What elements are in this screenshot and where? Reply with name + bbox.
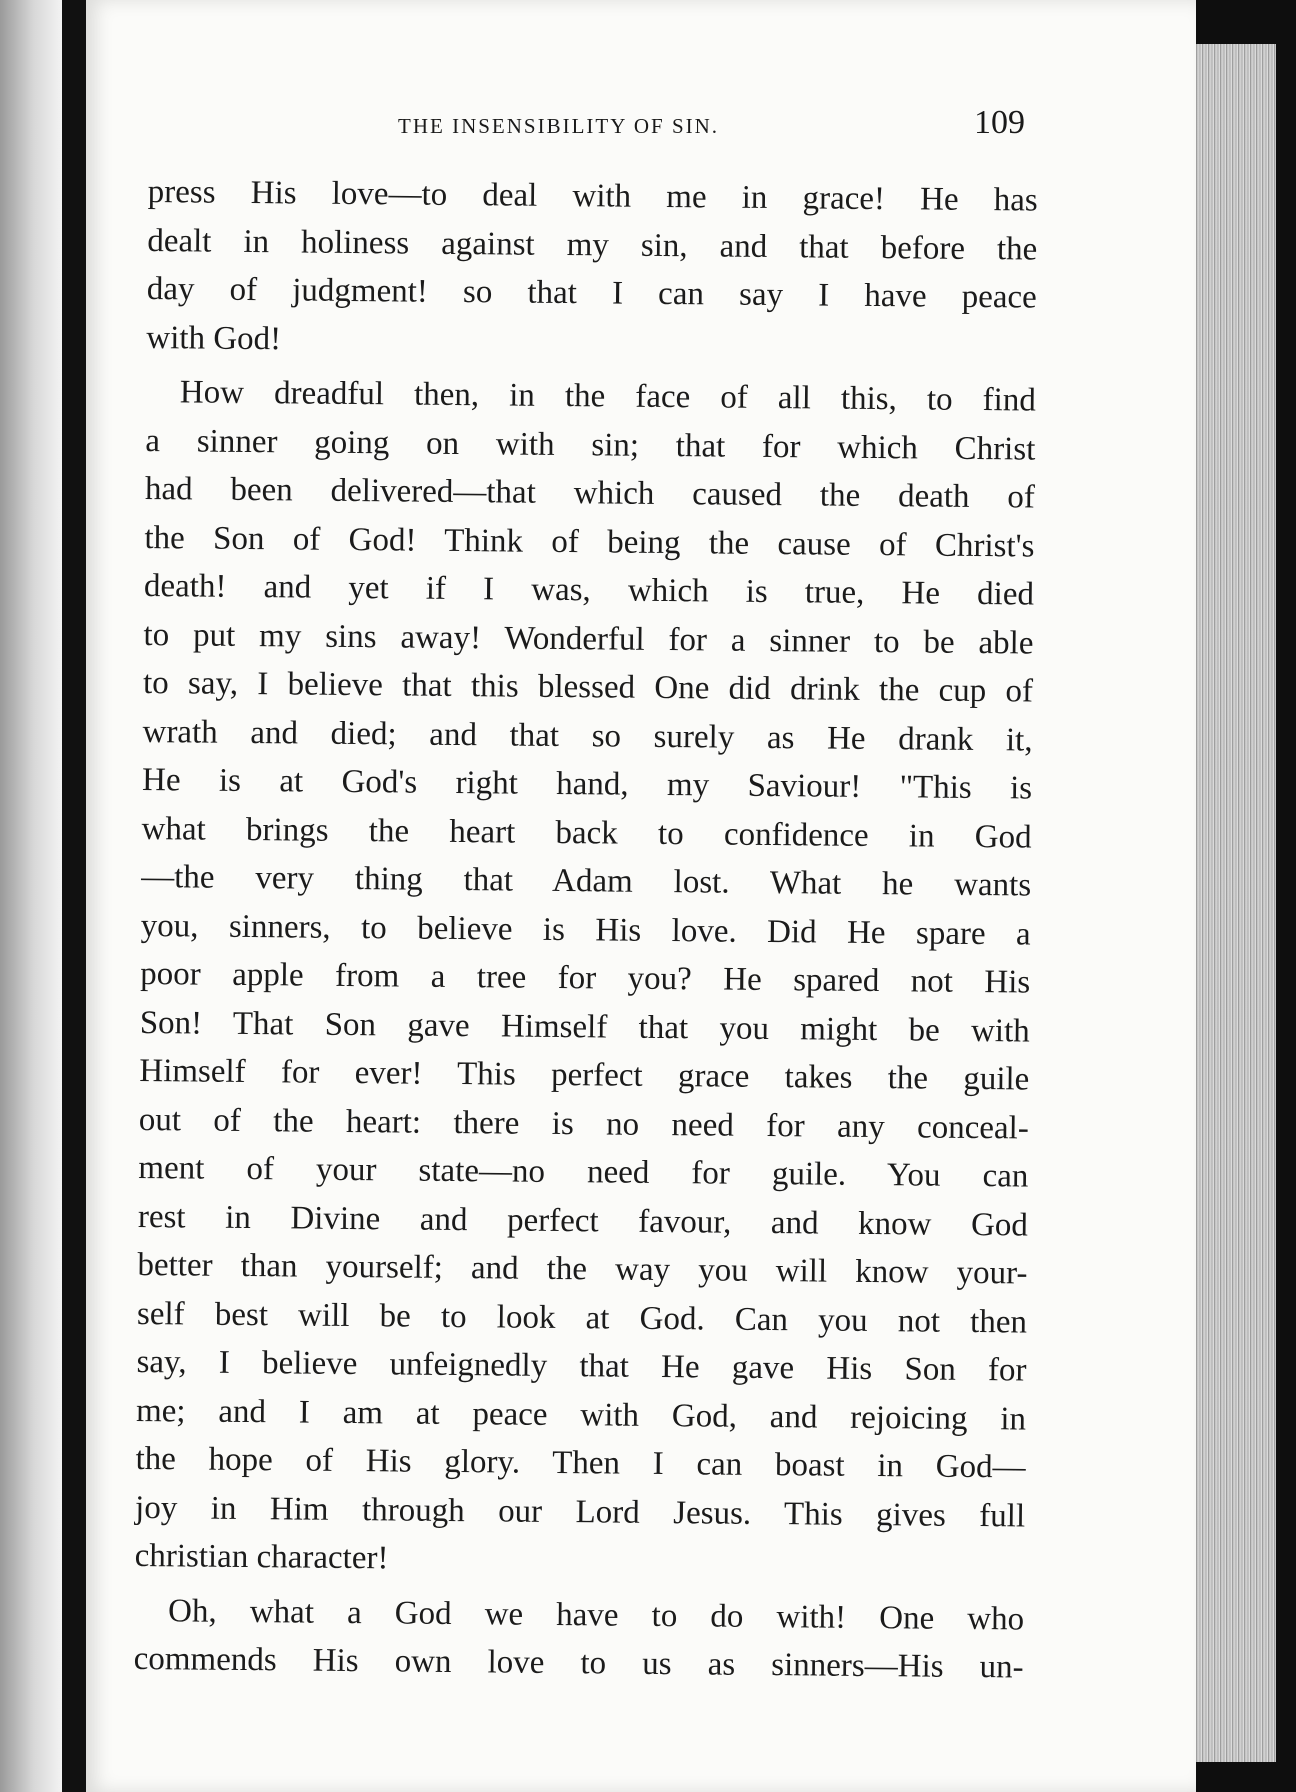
text-line: with God! [146,319,282,357]
text-line: to put my sins away! Wonderful for a sinner to be able [143,616,1034,662]
text-line: say, I believe unfeignedly that He gave His Son for [136,1343,1027,1389]
paragraph-3 [133,1586,1024,1692]
text-line: to say, I believe that this blessed One did drink the cup of [142,664,1034,710]
text-line: christian character! [134,1537,389,1577]
text-line: better than yourself; and the way you will know your- [137,1246,1028,1292]
facing-page-edge [0,0,62,1792]
running-title: THE INSENSIBILITY OF SIN. [398,114,720,138]
page-edges [1196,44,1276,1762]
text-line: death! and yet if I was, which is true, He died [143,567,1035,613]
text-line: poor apple from a tree for you? He spared not His [140,955,1031,1001]
paragraph-2 [134,368,1036,1589]
text-line: you, sinners, to believe is His love. Did He spare a [140,907,1031,953]
text-line: the Son of God! Think of being the cause of Christ's [144,519,1035,565]
book-gutter [62,0,86,1792]
text-line: out of the heart: there is no need for any conceal- [138,1101,1029,1146]
text-line: dealt in holiness against my sin, and that before the [147,222,1038,268]
text-line: ment of your state—no need for guile. You can [138,1149,1029,1195]
text-line: press His love—to deal with me in grace! He has [147,173,1038,219]
text-line: had been delivered—that which caused the death of [144,470,1036,516]
text-line: the hope of His glory. Then I can boast in God— [135,1440,1026,1486]
page-number: 109 [974,104,1025,141]
text-line: what brings the heart back to confidence in God [141,810,1032,856]
running-head [86,96,1196,156]
text-line: joy in Him through our Lord Jesus. This gives full [134,1489,1026,1534]
body-text [133,168,1038,1692]
text-line: wrath and died; and that so surely as He drank it, [142,713,1033,759]
text-line: He is at God's right hand, my Saviour! "This is [141,761,1033,807]
text-line: me; and I am at peace with God, and rejoicing in [135,1392,1027,1437]
text-line: day of judgment! so that I can say I have peace [146,270,1037,316]
text-line: Oh, what a God we have to do with! One who [167,1592,1025,1637]
text-line: Himself for ever! This perfect grace takes the guile [139,1052,1030,1098]
text-line: How dreadful then, in the face of all this, to find [179,374,1036,419]
paragraph-1 [146,168,1038,371]
text-line: commends His own love to us as sinners—His un- [133,1640,1024,1686]
text-line: rest in Divine and perfect favour, and know God [137,1198,1029,1243]
text-line: a sinner going on with sin; that for which Christ [145,422,1036,468]
text-line: self best will be to look at God. Can you not then [136,1295,1028,1340]
text-line: —the very thing that Adam lost. What he wants [141,858,1032,904]
text-line: Son! That Son gave Himself that you might be with [139,1004,1030,1050]
